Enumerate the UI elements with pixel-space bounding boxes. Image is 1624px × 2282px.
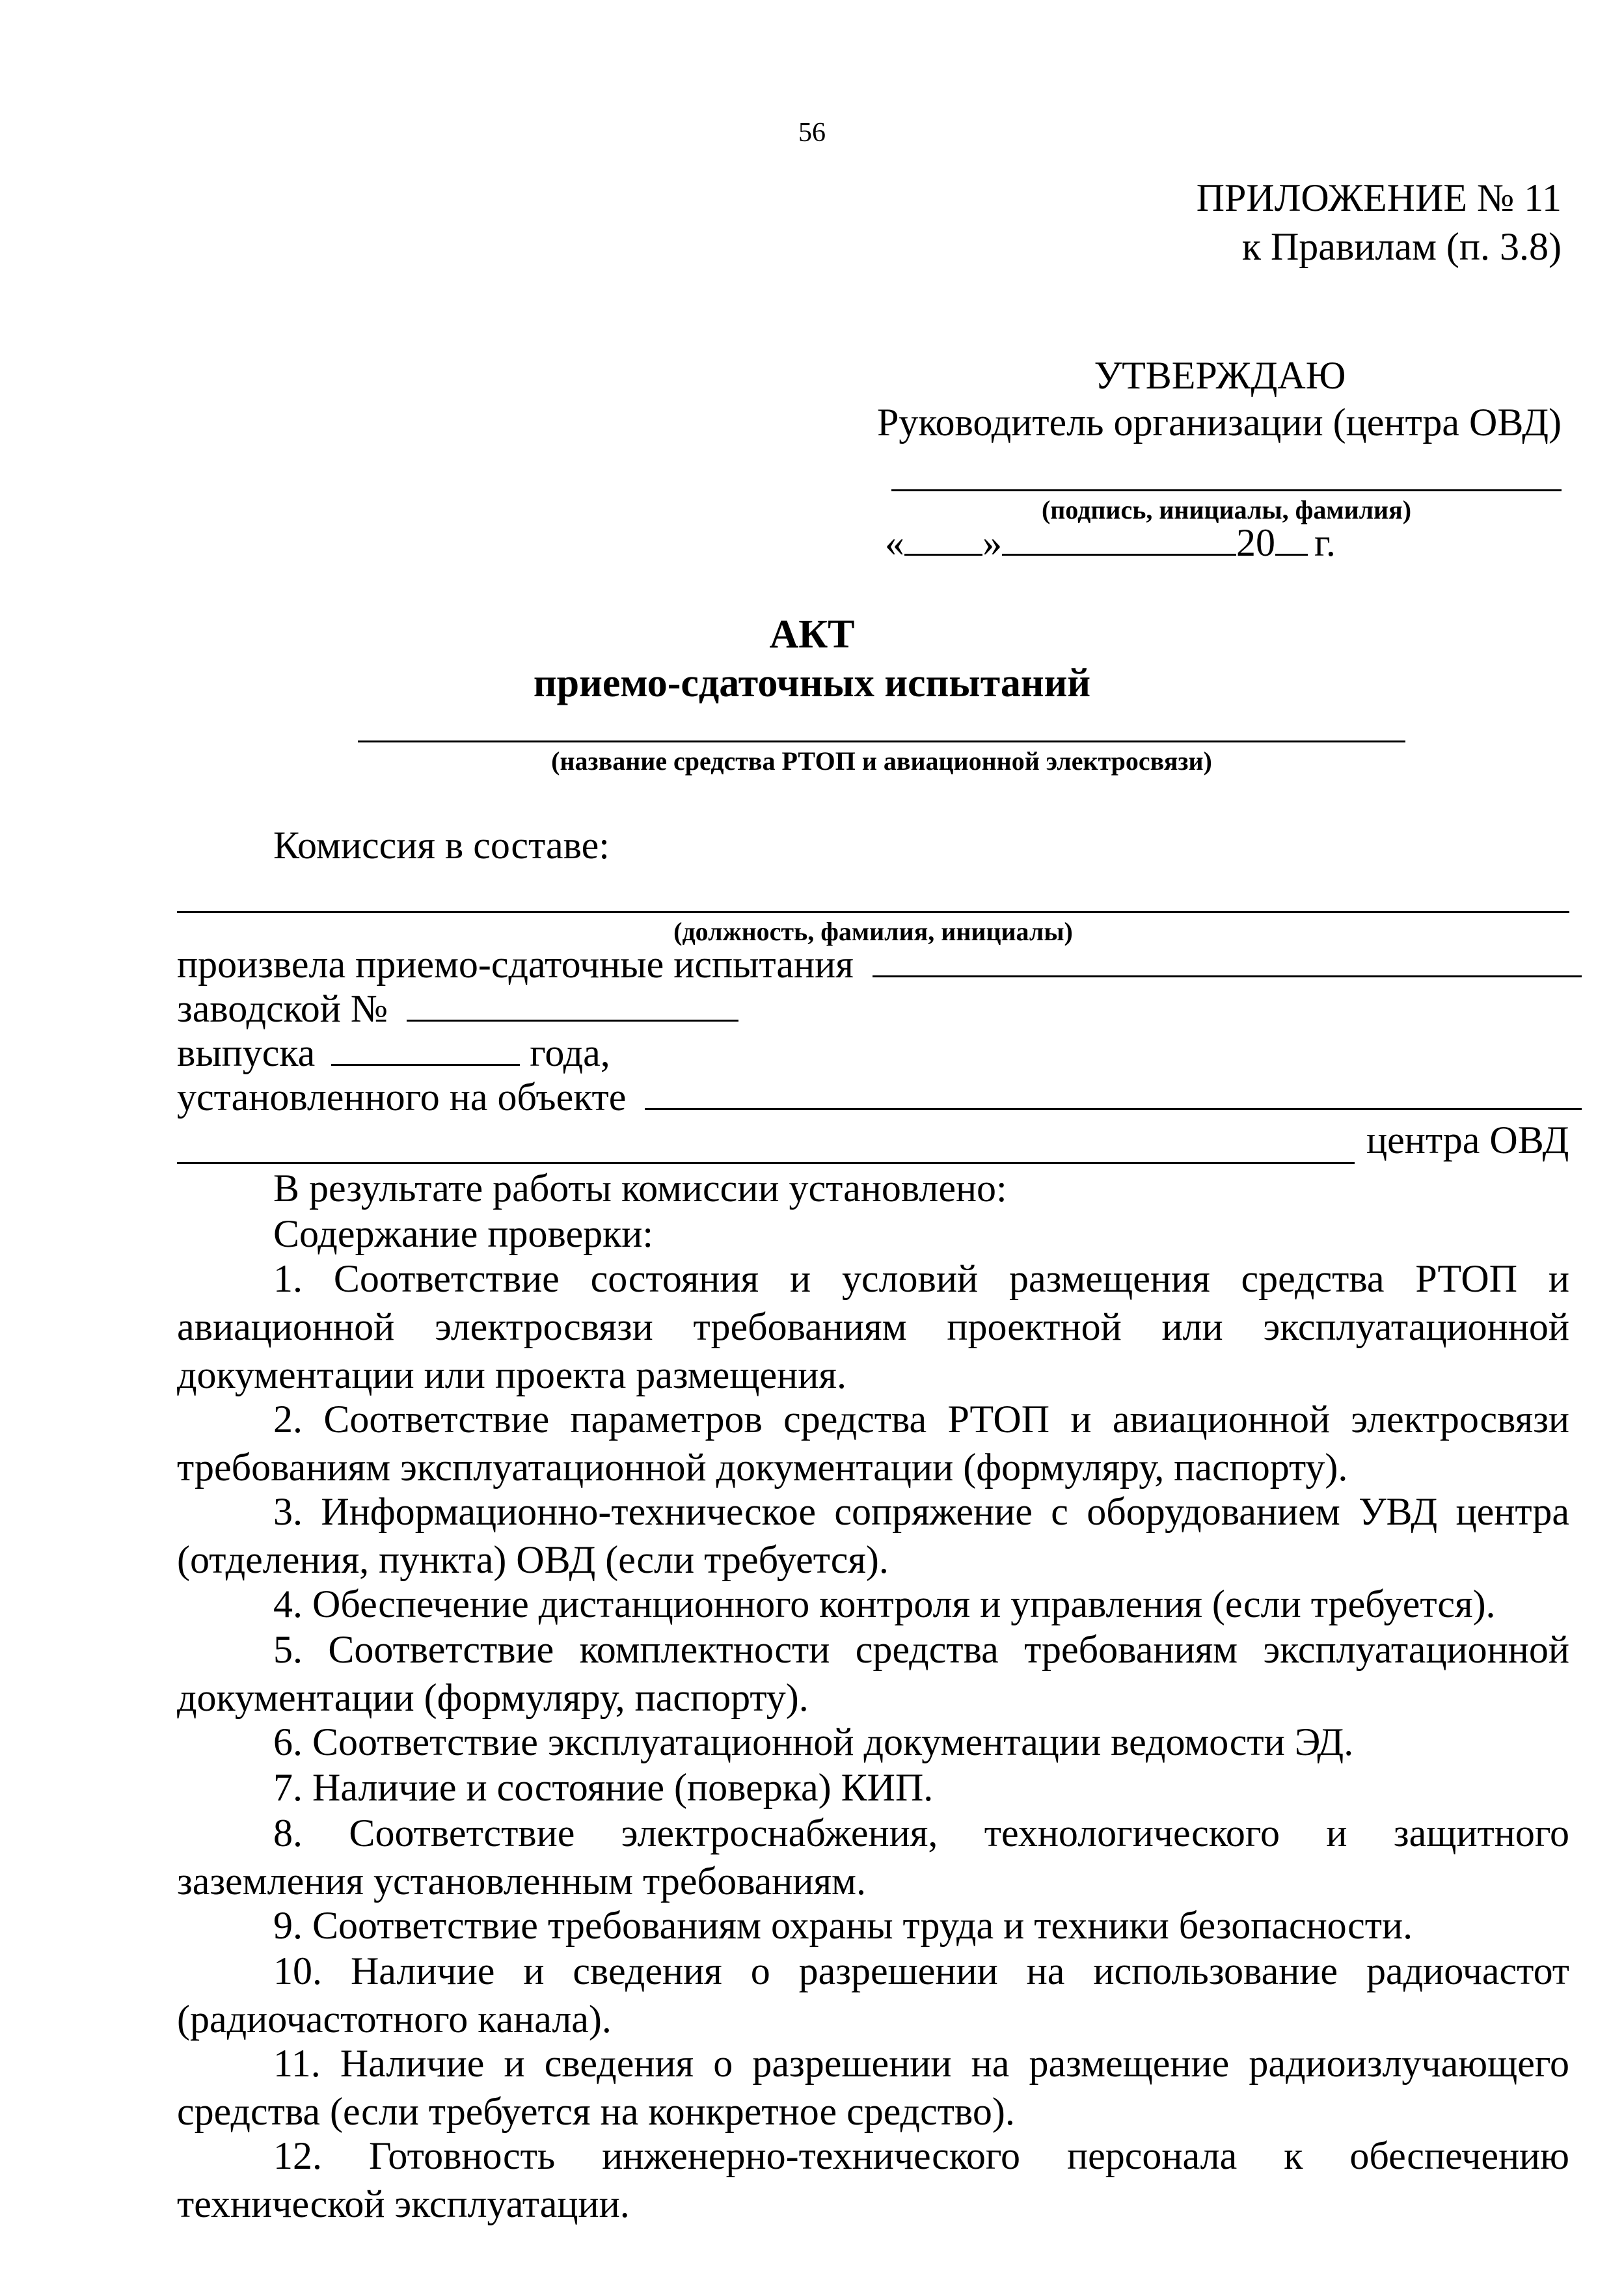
check-item-number: 6. [273, 1720, 303, 1763]
check-item-number: 3. [273, 1490, 303, 1533]
check-item [177, 1487, 1569, 1584]
approval-date [885, 521, 1336, 565]
members-caption: (должность, фамилия, инициалы) [673, 917, 1073, 946]
approval-heading: УТВЕРЖДАЮ [1094, 354, 1346, 397]
center-label: центра ОВД [1366, 1119, 1569, 1161]
check-item-number: 2. [273, 1398, 303, 1441]
check-item-text: Соответствие электроснабжения, технологического и защитного заземления установленным требованиям. [177, 1812, 1569, 1903]
document-subtitle: приемо-сдаточных испытаний [533, 661, 1091, 705]
date-quote-close: » [982, 521, 1002, 564]
commission-label: Комиссия в составе: [273, 824, 610, 867]
signature-line [891, 489, 1562, 491]
check-item [177, 2132, 1569, 2228]
equipment-caption: (название средства РТОП и авиационной электросвязи) [551, 746, 1212, 776]
check-item [177, 1255, 1569, 1399]
commission-members-line [177, 911, 1569, 913]
appendix-reference: к Правилам (п. 3.8) [1241, 225, 1562, 268]
content-label: Содержание проверки: [273, 1212, 654, 1255]
month-blank [1002, 554, 1236, 556]
check-item-text: Обеспечение дистанционного контроля и управления (если требуется). [312, 1582, 1496, 1625]
serial-blank [407, 1020, 738, 1022]
signature-caption: (подпись, инициалы, фамилия) [1041, 495, 1412, 524]
check-item [177, 1580, 1569, 1628]
approver-position: Руководитель организации (центра ОВД) [877, 401, 1562, 444]
check-item-text: Наличие и состояние (поверка) КИП. [312, 1766, 934, 1809]
check-item-text: Соответствие комплектности средства требованиям эксплуатационной документации (формуляру, паспорту). [177, 1628, 1569, 1719]
performed-row [177, 942, 1582, 987]
check-item-number: 4. [273, 1582, 303, 1625]
check-item-text: Наличие и сведения о разрешении на размещение радиоизлучающего средства (если требуется на конкретное средство). [177, 2042, 1569, 2133]
check-item [177, 1809, 1569, 1905]
check-item-text: Информационно-техническое сопряжение с оборудованием УВД центра (отделения, пункта) ОВД (если требуется). [177, 1490, 1569, 1581]
installed-blank [645, 1108, 1582, 1110]
check-item-text: Соответствие состояния и условий размещения средства РТОП и авиационной электросвязи требованиям проектной или эксплуатационной документации или проекта размещения. [177, 1257, 1570, 1396]
day-blank [904, 554, 982, 556]
check-item-text: Соответствие требованиям охраны труда и техники безопасности. [312, 1904, 1413, 1947]
release-suffix: года, [530, 1031, 610, 1074]
check-item-text: Готовность инженерно-технического персонала к обеспечению технической эксплуатации. [177, 2134, 1569, 2225]
year-suffix: г. [1314, 521, 1336, 564]
check-item-text: Наличие и сведения о разрешении на использование радиочастот (радиочастотного канала). [177, 1949, 1569, 2041]
results-intro: В результате работы комиссии установлено: [273, 1167, 1007, 1210]
document-title: АКТ [769, 612, 855, 657]
appendix-title: ПРИЛОЖЕНИЕ № 11 [1196, 176, 1562, 219]
check-item-number: 1. [273, 1257, 303, 1300]
check-item [177, 2039, 1569, 2136]
date-quote-open: « [885, 521, 904, 564]
check-item-number: 11. [273, 2042, 321, 2085]
serial-label: заводской № [177, 987, 388, 1030]
installed-label: установленного на объекте [177, 1076, 627, 1119]
page-number: 56 [798, 118, 826, 148]
check-item-number: 7. [273, 1766, 303, 1809]
check-item-number: 10. [273, 1949, 322, 1992]
check-item-number: 8. [273, 1812, 303, 1854]
check-item [177, 1395, 1569, 1491]
check-item-number: 5. [273, 1628, 303, 1671]
check-item-text: Соответствие эксплуатационной документации ведомости ЭД. [312, 1720, 1354, 1763]
release-row [177, 1031, 610, 1076]
check-item-number: 12. [273, 2134, 322, 2177]
check-item [177, 1718, 1569, 1766]
performed-blank [873, 975, 1582, 977]
check-item [177, 1947, 1569, 2043]
release-prefix: выпуска [177, 1031, 316, 1074]
check-item-number: 9. [273, 1904, 303, 1947]
release-year-blank [331, 1064, 520, 1066]
installed-row [177, 1075, 1582, 1120]
check-item [177, 1901, 1569, 1949]
equipment-line [358, 740, 1405, 742]
year-prefix: 20 [1236, 521, 1275, 564]
check-item [177, 1625, 1569, 1722]
installed-blank-continued [177, 1162, 1355, 1164]
performed-label: произвела приемо-сдаточные испытания [177, 943, 854, 986]
serial-row [177, 986, 738, 1031]
check-item-text: Соответствие параметров средства РТОП и авиационной электросвязи требованиям эксплуатационной документации (формуляру, паспорту). [177, 1398, 1569, 1489]
year-blank [1275, 554, 1308, 556]
check-item [177, 1763, 1569, 1812]
